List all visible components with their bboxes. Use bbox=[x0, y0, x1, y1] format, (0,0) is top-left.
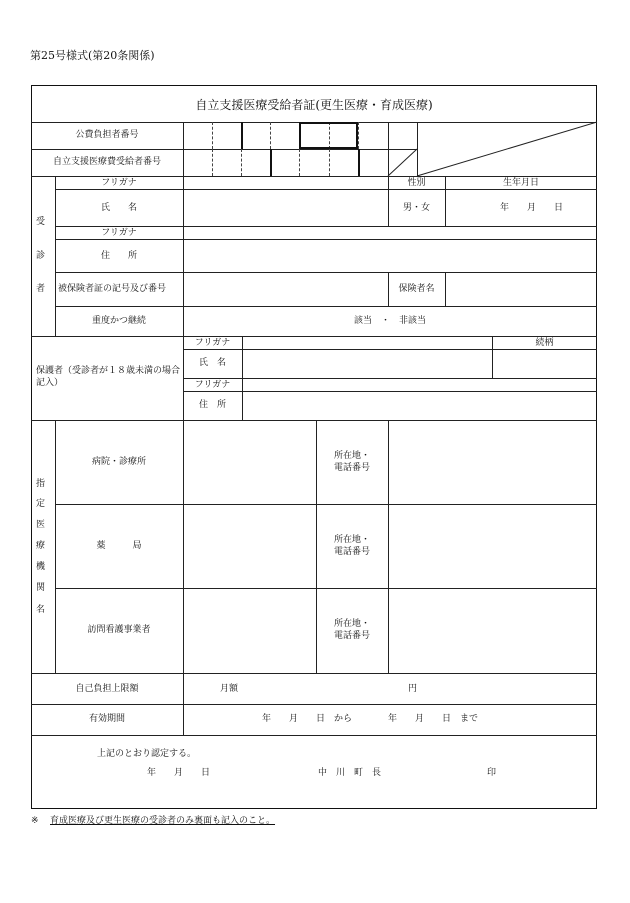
certification-date: 年 月 日 bbox=[147, 768, 211, 778]
hospital-clinic-label: 病院・診療所 bbox=[91, 457, 146, 467]
form-title: 自立支援医療受給者証(更生医療・育成医療) bbox=[195, 98, 433, 112]
gender-label: 性別 bbox=[407, 178, 426, 188]
institution-group-char: 関 bbox=[36, 583, 46, 593]
certification-text: 上記のとおり認定する。 bbox=[97, 749, 197, 759]
location-phone-label: 所在地・ bbox=[333, 619, 370, 629]
birthdate-label: 生年月日 bbox=[502, 178, 539, 188]
patient-group-char: 受 bbox=[36, 217, 46, 227]
relationship-label: 続柄 bbox=[535, 338, 554, 348]
pharmacy-label: 薬 局 bbox=[96, 541, 142, 551]
home-nursing-label: 訪問看護事業者 bbox=[87, 625, 151, 635]
patient-address-label: 住 所 bbox=[100, 251, 137, 261]
monthly-label: 月額 bbox=[220, 684, 239, 694]
gender-value: 男・女 bbox=[402, 203, 430, 213]
validity-period-value: 年 月 日 から 年 月 日 まで bbox=[262, 714, 479, 724]
location-phone-label: 電話番号 bbox=[333, 631, 370, 641]
institution-group-char: 名 bbox=[36, 605, 46, 615]
patient-group-char: 者 bbox=[36, 284, 46, 294]
seal-mark: 印 bbox=[487, 768, 497, 778]
form-number: 第25号様式(第20条関係) bbox=[30, 49, 155, 62]
institution-group-char: 医 bbox=[36, 520, 46, 530]
guardian-label: 保護者（受診者が１８歳未満の場合記入） bbox=[36, 366, 181, 388]
footnote-mark: ※ bbox=[31, 816, 39, 826]
yen-label: 円 bbox=[408, 684, 418, 694]
insurer-name-label: 保険者名 bbox=[398, 284, 435, 294]
institution-group-char: 機 bbox=[36, 562, 46, 572]
institution-group-char: 指 bbox=[36, 479, 46, 489]
footnote-text: 育成医療及び更生医療の受診者のみ裏面も記入のこと。 bbox=[50, 816, 276, 826]
institution-group-char: 定 bbox=[36, 499, 46, 509]
guardian-address-label: 住 所 bbox=[198, 400, 226, 410]
location-phone-label: 所在地・ bbox=[333, 535, 370, 545]
patient-group-char: 診 bbox=[36, 251, 46, 261]
severe-continuous-label: 重度かつ継続 bbox=[91, 316, 146, 326]
address-furigana-label: フリガナ bbox=[101, 228, 137, 238]
validity-period-label: 有効期間 bbox=[88, 714, 125, 724]
guardian-furigana-label: フリガナ bbox=[194, 338, 231, 348]
furigana-label: フリガナ bbox=[101, 178, 137, 188]
public-payer-label: 公費負担者番号 bbox=[75, 130, 139, 140]
mayor-title: 中 川 町 長 bbox=[318, 768, 382, 778]
location-phone-label: 電話番号 bbox=[333, 463, 370, 473]
recipient-number-label: 自立支援医療費受給者番号 bbox=[52, 157, 161, 167]
guardian-address-furigana-label: フリガナ bbox=[194, 380, 231, 390]
birthdate-value: 年 月 日 bbox=[500, 203, 564, 213]
institution-group-char: 療 bbox=[36, 541, 46, 551]
insurance-number-label: 被保険者証の記号及び番号 bbox=[58, 284, 167, 294]
location-phone-label: 電話番号 bbox=[333, 547, 370, 557]
location-phone-label: 所在地・ bbox=[333, 451, 370, 461]
guardian-name-label: 氏 名 bbox=[198, 358, 226, 368]
copay-limit-label: 自己負担上限額 bbox=[75, 684, 139, 694]
patient-name-label: 氏 名 bbox=[100, 203, 137, 213]
severe-continuous-value: 該当 ・ 非該当 bbox=[353, 316, 426, 326]
